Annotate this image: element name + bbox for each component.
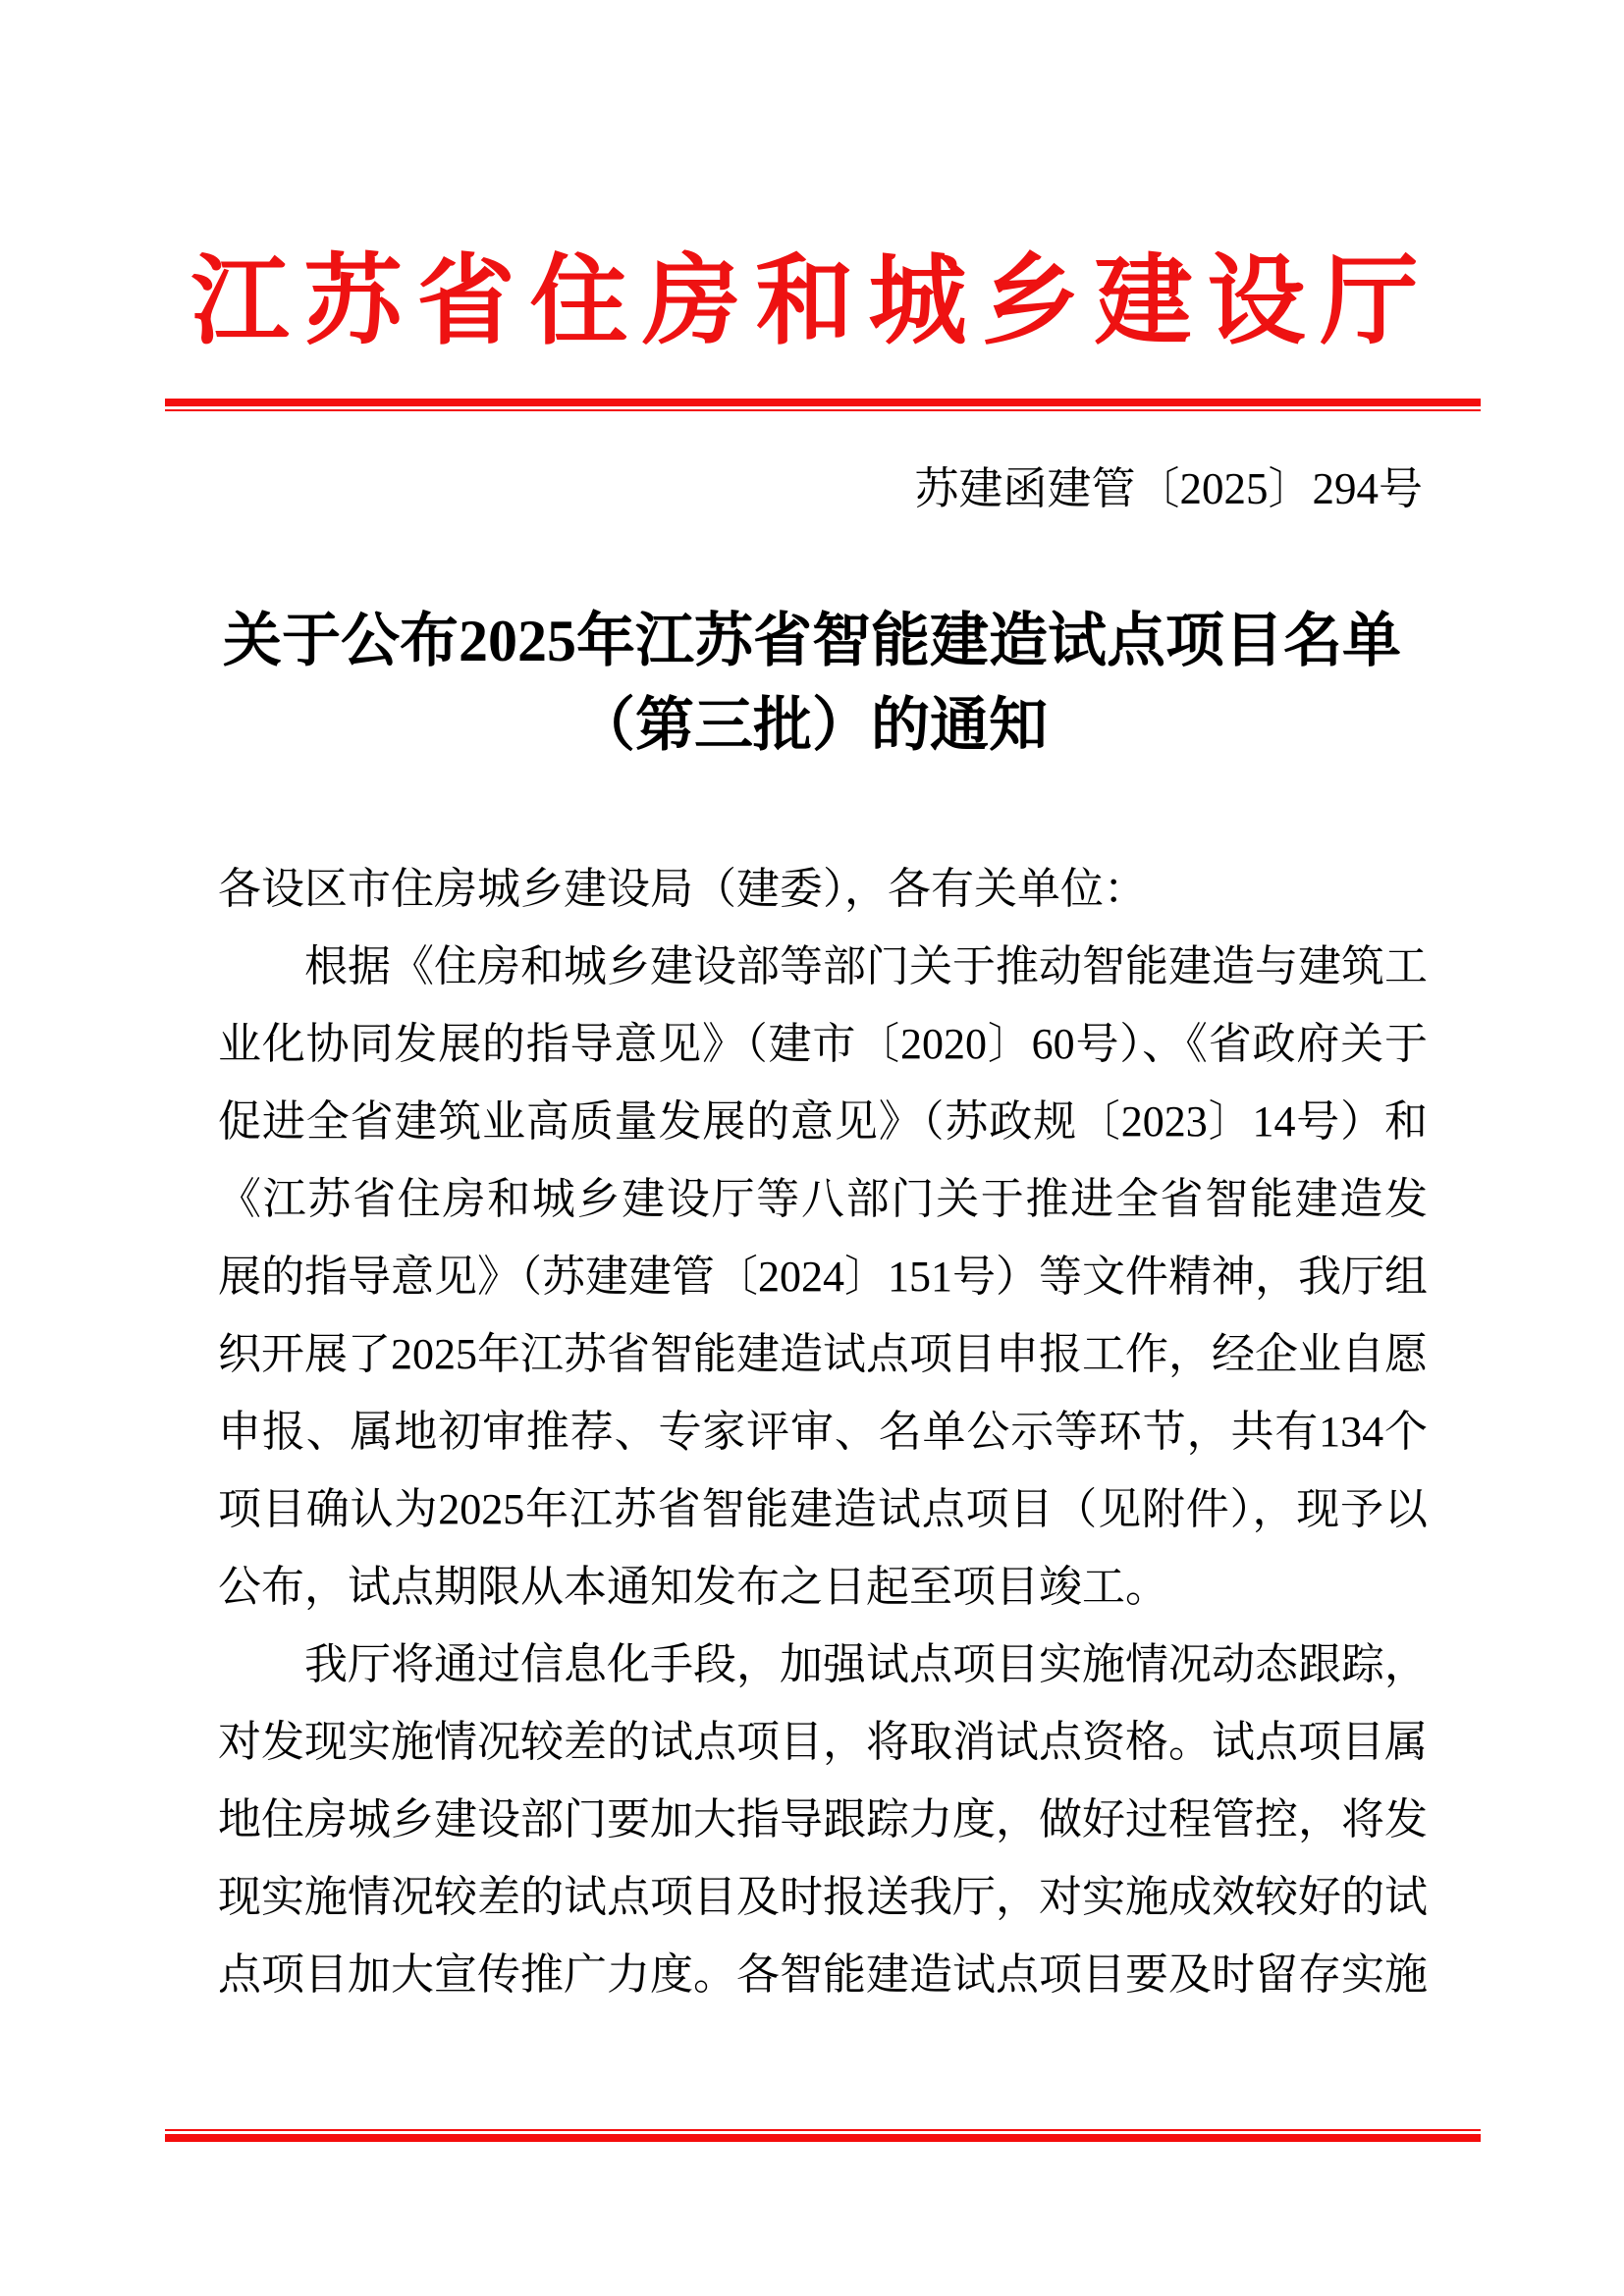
notice-title-line1: 关于公布2025年江苏省智能建造试点项目名单 [223, 609, 1401, 673]
body-line: 业化协同发展的指导意见》（建市〔2020〕60号）、《省政府关于 [218, 1020, 1428, 1068]
body-line: 点项目加大宣传推广力度。各智能建造试点项目要及时留存实施 [218, 1950, 1428, 1999]
body-paragraphs [218, 850, 1428, 2013]
body-line: 公布，试点期限从本通知发布之日起至项目竣工。 [218, 1563, 1168, 1611]
red-rule-bottom [165, 2129, 1481, 2142]
body-line: 根据《住房和城乡建设部等部门关于推动智能建造与建筑工 [304, 942, 1428, 990]
body-line: 对发现实施情况较差的试点项目，将取消试点资格。试点项目属 [218, 1718, 1428, 1766]
red-rule-top-thin [165, 409, 1481, 411]
body-line: 促进全省建筑业高质量发展的意见》（苏政规〔2023〕14号）和 [218, 1097, 1428, 1146]
body-line: 各设区市住房城乡建设局（建委），各有关单位： [218, 865, 1147, 913]
body-line: 现实施情况较差的试点项目及时报送我厅，对实施成效较好的试 [218, 1873, 1428, 1921]
org-header-title: 江苏省住房和城乡建设厅 [190, 247, 1434, 356]
body-line: 织开展了2025年江苏省智能建造试点项目申报工作，经企业自愿 [218, 1330, 1428, 1378]
red-rule-top [165, 399, 1481, 411]
red-rule-top-thick [165, 399, 1481, 406]
body-line: 展的指导意见》（苏建建管〔2024〕151号）等文件精神，我厅组 [218, 1253, 1428, 1301]
body-line: 申报、属地初审推荐、专家评审、名单公示等环节，共有134个 [218, 1408, 1428, 1456]
body-line: 《江苏省住房和城乡建设厅等八部门关于推进全省智能建造发 [218, 1175, 1428, 1223]
body-line: 项目确认为2025年江苏省智能建造试点项目（见附件），现予以 [218, 1485, 1428, 1533]
body-line: 地住房城乡建设部门要加大指导跟踪力度，做好过程管控，将发 [218, 1795, 1428, 1843]
notice-title-line2: （第三批）的通知 [576, 693, 1048, 758]
document-number: 苏建函建管〔2025〕294号 [914, 464, 1423, 513]
body-line: 我厅将通过信息化手段，加强试点项目实施情况动态跟踪， [304, 1640, 1428, 1688]
red-rule-bottom-thick [165, 2134, 1481, 2142]
notice-title [157, 599, 1467, 768]
